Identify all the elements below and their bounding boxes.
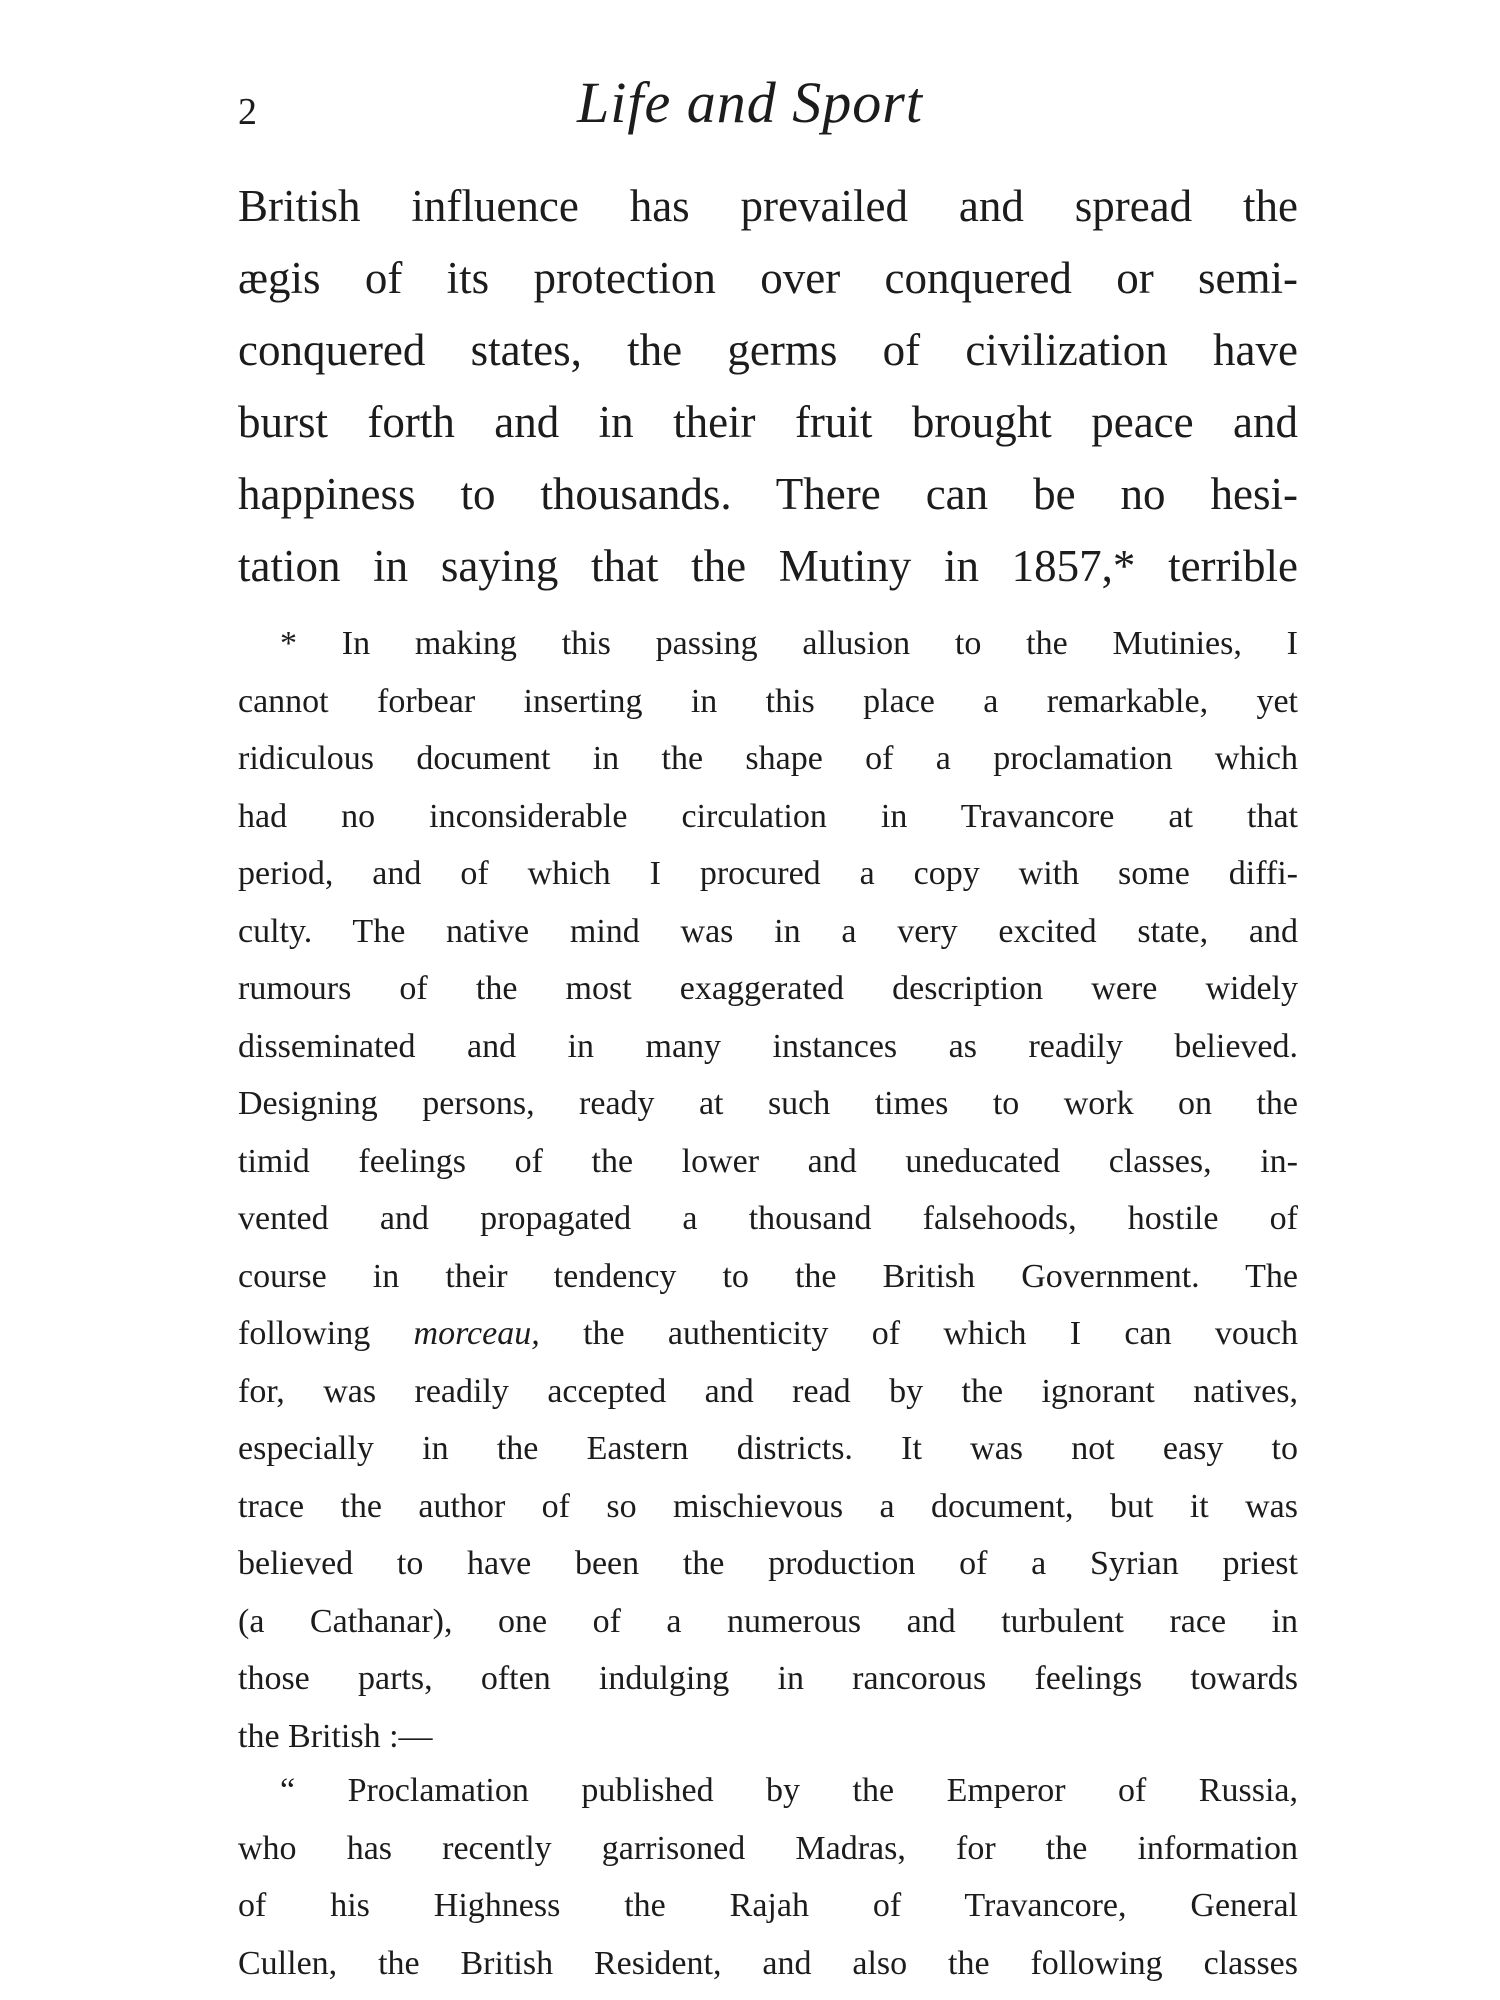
footnote-line (238, 1305, 1298, 1363)
proclamation-line: Cullen, the British Resident, and also the following classes (238, 1944, 1298, 1982)
footnote (238, 615, 1298, 1765)
footnote-line: especially in the Eastern districts. It was not easy to (238, 1430, 1298, 1467)
footnote-line: ridiculous document in the shape of a proclamation which (238, 740, 1298, 777)
main-text-line: ægis of its protection over conquered or semi- (238, 253, 1298, 303)
proclamation-line: of his Highness the Rajah of Travancore, General (238, 1887, 1298, 1924)
proclamation-quote (238, 1762, 1298, 1992)
footnote-line: rumours of the most exaggerated description were widely (238, 970, 1298, 1007)
footnote-line: trace the author of so mischievous a document, but it was (238, 1487, 1298, 1525)
proclamation-line: “ Proclamation published by the Emperor of Russia, (280, 1772, 1298, 1809)
main-text (238, 170, 1298, 602)
footnote-line: period, and of which I procured a copy with some diffi- (238, 855, 1298, 892)
proclamation-line: who has recently garrisoned Madras, for the information (238, 1829, 1298, 1867)
main-text-line: burst forth and in their fruit brought peace and (238, 397, 1298, 447)
footnote-line: cannot forbear inserting in this place a remarkable, yet (238, 682, 1298, 720)
footnote-line: culty. The native mind was in a very excited state, and (238, 912, 1298, 950)
main-text-line: happiness to thousands. There can be no hesi- (238, 469, 1298, 519)
running-title: Life and Sport (577, 70, 923, 135)
main-text-line: tation in saying that the Mutiny in 1857,* terrible (238, 541, 1298, 591)
footnote-line: timid feelings of the lower and uneducated classes, in- (238, 1142, 1298, 1180)
italic-term-morceau: morceau, (413, 1315, 540, 1352)
main-text-line: British influence has prevailed and spread the (238, 181, 1298, 231)
footnote-line: vented and propagated a thousand falsehoods, hostile of (238, 1200, 1298, 1237)
main-text-line: conquered states, the germs of civilization have (238, 325, 1298, 375)
footnote-line: (a Cathanar), one of a numerous and turbulent race in (238, 1602, 1298, 1640)
footnote-line: Designing persons, ready at such times to work on the (238, 1085, 1298, 1122)
footnote-line: * In making this passing allusion to the Mutinies, I (280, 625, 1298, 662)
footnote-line: the British :— (238, 1717, 433, 1755)
footnote-line-end: the authenticity of which I can vouch (583, 1315, 1298, 1352)
page-number: 2 (238, 91, 257, 133)
footnote-line: those parts, often indulging in rancorous feelings towards (238, 1660, 1298, 1697)
footnote-line: course in their tendency to the British Government. The (238, 1257, 1298, 1295)
footnote-line-start: following (238, 1315, 371, 1352)
footnote-line: believed to have been the production of a Syrian priest (238, 1545, 1298, 1582)
footnote-line: had no inconsiderable circulation in Travancore at that (238, 797, 1298, 835)
footnote-line: disseminated and in many instances as readily believed. (238, 1027, 1298, 1065)
footnote-line: for, was readily accepted and read by the ignorant natives, (238, 1372, 1298, 1410)
